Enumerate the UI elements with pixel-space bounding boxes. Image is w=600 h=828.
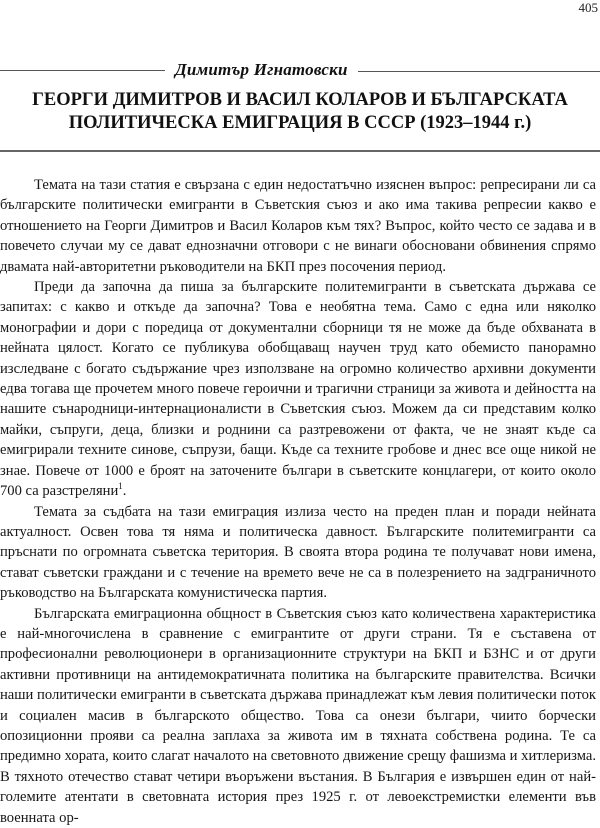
article-body <box>0 175 596 828</box>
paragraph <box>0 502 596 604</box>
article-title <box>0 89 600 135</box>
title-line-2: ПОЛИТИЧЕСКА ЕМИГРАЦИЯ В СССР (1923–1944 г.) <box>68 113 532 133</box>
page-number: 405 <box>578 0 598 15</box>
paragraph-text: Темата на тази статия е свързана с един недостатъчно изяснен въпрос: репресирани ли са българските политически емигранти в Съветския съюз и ако има такива репресии какво е отношението на Георги Димитров и Васил Коларов към тях? Въпрос, който често се задава и в повечето случаи му се дават еднозначни отговори с не винаги обосновани обвинения спрямо двамата най-авторитетни ръководители на БКП през посочения период. <box>0 177 596 275</box>
paragraph-text: Българската емиграционна общност в Съветския съюз като количествена характеристика е най-многочислена в сравнение с емигрантите от други страни. Тя е съставена от професионални революционери в организационните структури на БКП и БЗНС и от други активни противници на антидемократичната политика на българските правителства. Всички наши политически емигранти в съветската държава принадлежат към левия политически поток и социален масив в българското общество. Това са онези българи, чиито борчески опозиционни прояви са реална заплаха за живота им в тяхната собствена родина. Те са предимно хората, които слагат началото на световното движение срещу фашизма и хитлеризма. В тяхното отечество стават четири въоръжени въстания. В България е извършен един от най-големите атентати в световната история през 1925 г. от левоекстремистки елементи във военната ор- <box>0 605 596 826</box>
paragraph <box>0 604 596 828</box>
paragraph-text: Преди да започна да пиша за българските политемигранти в съветската държава се запитах: с какво и откъде да започна? Това е необятна тема. Само с една или няколко монографии и дори с поредица от документални сборници тя не може да бъде обхваната в нейната цялост. Когато се публикува обобщаващ научен труд като обемисто панорамно изследване с богато съдържание чрез използване на огромно количество архивни документи едва тогава ще прочетем много повече героични и трагични страници за живота и дейността на нашите сънародници-интернационалисти в Съветския съюз. Можем да си представим колко майки, съпруги, деца, близки и роднини са разтревожени от факта, че не знаят къде са емигрирали техните синове, съпрузи, бащи. Къде са техните гробове и днес все още никой не знае. Повече от 1000 е броят на заточените българи в съветските концлагери, от които около 700 са разстреляни <box>0 279 596 500</box>
header-rule-left <box>0 70 165 71</box>
author-header <box>0 60 600 80</box>
title-divider <box>0 150 600 152</box>
paragraph <box>0 175 596 277</box>
header-rule-right <box>358 71 600 72</box>
title-line-1: ГЕОРГИ ДИМИТРОВ И ВАСИЛ КОЛАРОВ И БЪЛГАРСКАТА <box>32 90 568 110</box>
paragraph <box>0 277 596 501</box>
footnote-ref[interactable]: 1 <box>118 481 123 492</box>
paragraph-text: Темата за съдбата на тази емиграция излиза често на преден план и поради нейната актуалност. Освен това тя няма и политическа давност. Българските политемигранти са пръснати по огромната съветска територия. В своята втора родина те получават нови имена, стават съветски граждани и с течение на времето вече не са в полезрението на задграничното ръководство на Българската комунистическа партия. <box>0 503 596 602</box>
paragraph-tail: . <box>122 483 127 500</box>
author-name: Димитър Игнатовски <box>175 60 348 79</box>
